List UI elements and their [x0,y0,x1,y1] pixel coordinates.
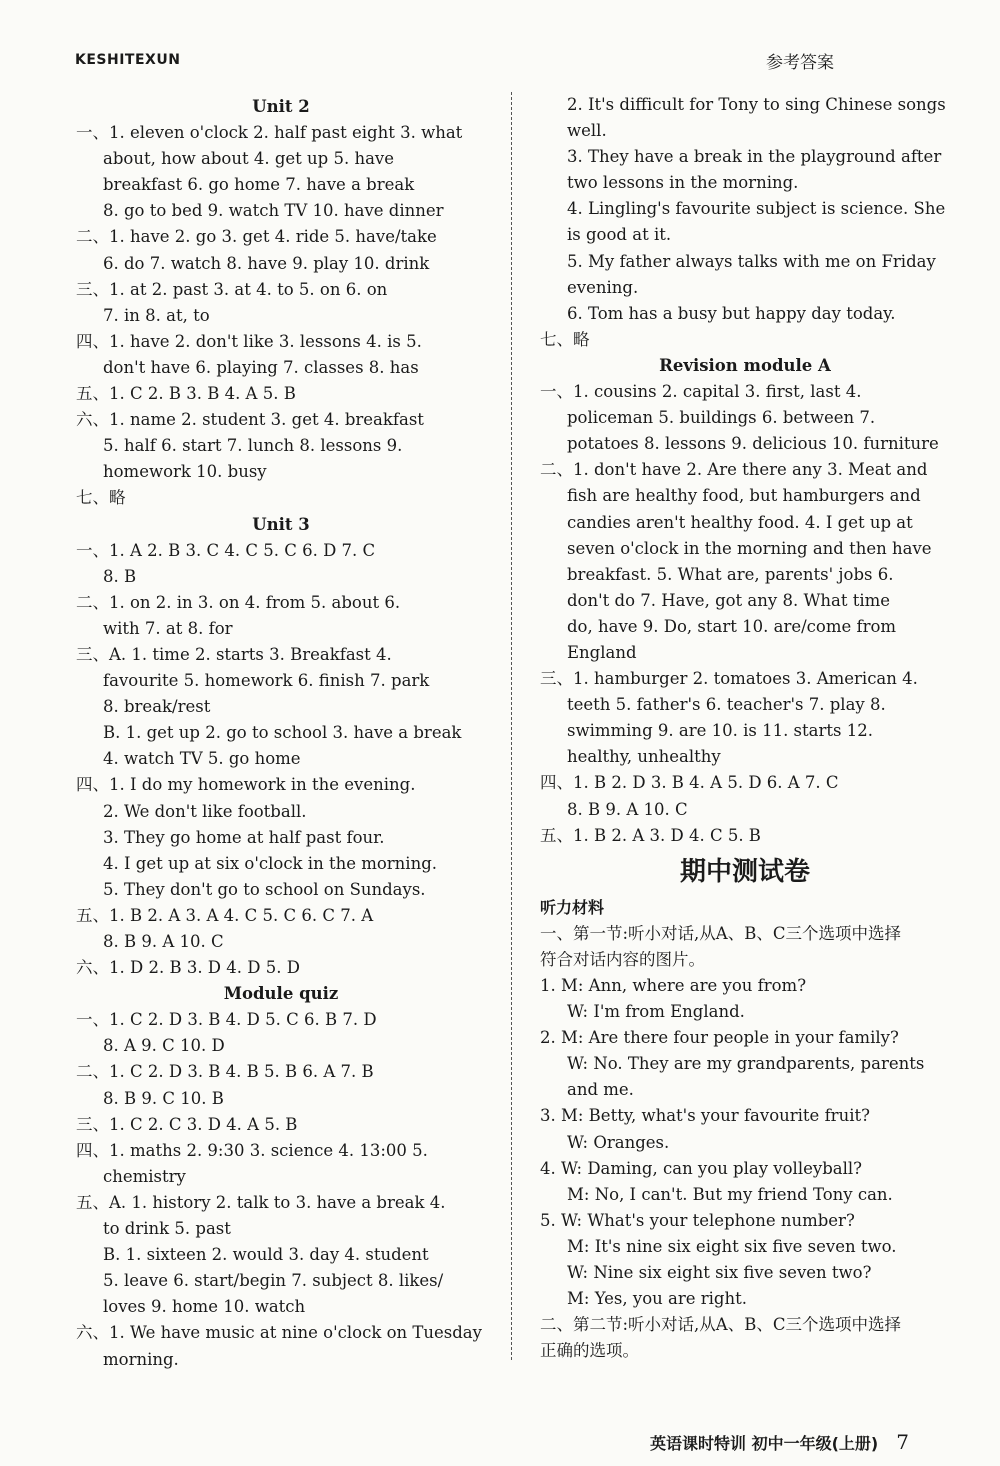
answer-line: 六、1. D 2. B 3. D 4. D 5. D [76,958,300,978]
brand-label: KESHITEXUN [75,52,181,68]
footer [650,1430,909,1454]
answer-line: potatoes 8. lessons 9. delicious 10. furniture [567,434,939,454]
answer-line: 4. W: Daming, can you play volleyball? [540,1158,862,1178]
answer-line: 4. watch TV 5. go home [103,749,301,769]
section-heading: 期中测试卷 [679,856,810,887]
answer-line: M: Yes, you are right. [567,1289,747,1309]
answer-line: 5. They don't go to school on Sundays. [103,879,426,899]
answer-line: 七、略 [76,488,126,508]
answer-line: 二、1. have 2. go 3. get 4. ride 5. have/take [76,227,437,247]
answer-line: 2. M: Are there four people in your family? [540,1028,899,1048]
answer-line: 2. It's difficult for Tony to sing Chinese songs [567,95,946,114]
answer-line: 6. do 7. watch 8. have 9. play 10. drink [103,253,430,273]
answer-line: 8. break/rest [103,697,211,717]
answer-line: B. 1. get up 2. go to school 3. have a break [103,723,462,743]
answer-line: 一、1. C 2. D 3. B 4. D 5. C 6. B 7. D [76,1010,377,1030]
answer-line: B. 1. sixteen 2. would 3. day 4. student [103,1245,429,1265]
page-number: 7 [896,1430,909,1454]
answer-line: 三、1. C 2. C 3. D 4. A 5. B [76,1114,298,1134]
answer-line: 六、1. We have music at nine o'clock on Tuesday [76,1323,482,1343]
answer-line: W: Oranges. [567,1132,670,1152]
page-title: 参考答案 [766,53,834,73]
answer-line: 五、A. 1. history 2. talk to 3. have a break 4. [76,1192,446,1212]
answer-line: 3. They go home at half past four. [103,827,385,847]
answer-line: 五、1. C 2. B 3. B 4. A 5. B [76,384,296,404]
answer-line: don't do 7. Have, got any 8. What time [567,590,891,610]
answer-line: 7. in 8. at, to [103,305,210,325]
answer-line: 8. B [103,566,137,586]
answer-line: 3. M: Betty, what's your favourite fruit? [540,1106,870,1126]
answer-line: with 7. at 8. for [103,618,233,638]
book-title: 英语课时特训 初中一年级(上册) [650,1434,879,1453]
answer-line: 8. B 9. A 10. C [103,932,224,951]
answer-line: favourite 5. homework 6. finish 7. park [103,671,430,691]
section-heading: Unit 3 [252,514,310,534]
answer-line: 8. B 9. C 10. B [103,1088,224,1108]
answer-line: 一、第一节:听小对话,从A、B、C三个选项中选择 [540,923,901,943]
answer-line: 6. Tom has a busy but happy day today. [567,303,896,323]
answer-line: 正确的选项。 [540,1341,639,1361]
answer-line: 二、1. C 2. D 3. B 4. B 5. B 6. A 7. B [76,1062,374,1082]
answer-line: 二、第二节:听小对话,从A、B、C三个选项中选择 [540,1315,901,1335]
answer-line: 听力材料 [540,897,605,917]
right-column [540,92,950,1364]
answer-line: 一、1. A 2. B 3. C 4. C 5. C 6. D 7. C [76,540,376,560]
section-heading: Unit 2 [252,97,310,116]
answer-line: W: No. They are my grandparents, parents [567,1054,925,1074]
answer-line: 四、1. maths 2. 9:30 3. science 4. 13:00 5. [76,1140,428,1160]
answer-line: 三、1. at 2. past 3. at 4. to 5. on 6. on [76,279,388,299]
answer-line: fish are healthy food, but hamburgers and [567,486,921,506]
answer-line: healthy, unhealthy [567,747,721,767]
answer-line: 5. half 6. start 7. lunch 8. lessons 9. [103,436,403,456]
answer-line: about, how about 4. get up 5. have [103,149,395,169]
answer-line: 二、1. don't have 2. Are there any 3. Meat and [540,460,928,480]
answer-line: morning. [103,1349,179,1369]
answer-line: and me. [567,1080,634,1100]
answer-line: 5. My father always talks with me on Friday [567,251,936,271]
answer-line: chemistry [103,1166,186,1186]
answer-line: homework 10. busy [103,462,267,482]
answer-line: swimming 9. are 10. is 11. starts 12. [567,721,873,741]
section-heading: Revision module A [659,355,831,375]
answer-line: 五、1. B 2. A 3. D 4. C 5. B [540,825,761,845]
answer-line: 七、略 [540,329,590,349]
answer-line: 8. go to bed 9. watch TV 10. have dinner [103,201,444,221]
answer-line: breakfast 6. go home 7. have a break [103,175,415,195]
answer-line: 四、1. have 2. don't like 3. lessons 4. is 5. [76,331,422,351]
answer-line: 8. A 9. C 10. D [103,1036,225,1056]
answer-line: is good at it. [567,225,672,245]
answer-line: M: No, I can't. But my friend Tony can. [567,1184,893,1204]
answer-line: 8. B 9. A 10. C [567,799,688,819]
section-heading: Module quiz [223,984,339,1004]
answer-line: W: I'm from England. [567,1002,745,1022]
answer-line: don't have 6. playing 7. classes 8. has [103,357,419,377]
answer-line: M: It's nine six eight six five seven two. [567,1236,897,1256]
answer-line: 一、1. cousins 2. capital 3. first, last 4. [540,382,862,402]
answer-line: 5. leave 6. start/begin 7. subject 8. likes/ [103,1271,444,1291]
answer-line: teeth 5. father's 6. teacher's 7. play 8. [567,695,886,715]
answer-line: 5. W: What's your telephone number? [540,1210,855,1230]
answer-line: two lessons in the morning. [567,173,799,193]
answer-line: 一、1. eleven o'clock 2. half past eight 3. what [76,123,463,143]
answer-line: 四、1. I do my homework in the evening. [76,775,416,795]
left-column [76,94,486,1373]
answer-line: England [567,642,637,662]
answer-line: 1. M: Ann, where are you from? [540,976,807,995]
answer-line: policeman 5. buildings 6. between 7. [567,408,876,428]
column-divider [511,92,512,1360]
answer-line: 4. I get up at six o'clock in the morning. [103,853,438,873]
answer-line: 六、1. name 2. student 3. get 4. breakfast [76,410,424,430]
answer-line: 二、1. on 2. in 3. on 4. from 5. about 6. [76,592,401,612]
answer-line: W: Nine six eight six five seven two? [567,1263,872,1283]
answer-line: 三、A. 1. time 2. starts 3. Breakfast 4. [76,644,392,664]
answer-line: candies aren't healthy food. 4. I get up at [567,512,913,532]
answer-line: 三、1. hamburger 2. tomatoes 3. American 4. [540,669,918,689]
answer-line: to drink 5. past [103,1219,231,1239]
answer-line: 符合对话内容的图片。 [540,949,705,969]
answer-line: well. [567,121,607,141]
answer-line: breakfast. 5. What are, parents' jobs 6. [567,564,894,584]
answer-line: 2. We don't like football. [103,801,307,821]
answer-line: 四、1. B 2. D 3. B 4. A 5. D 6. A 7. C [540,773,839,793]
answer-line: 五、1. B 2. A 3. A 4. C 5. C 6. C 7. A [76,905,374,925]
answer-line: 3. They have a break in the playground after [567,147,942,167]
answer-line: evening. [567,277,639,297]
answer-line: do, have 9. Do, start 10. are/come from [567,616,897,636]
answer-line: seven o'clock in the morning and then have [567,538,932,558]
answer-line: loves 9. home 10. watch [103,1297,306,1317]
answer-line: 4. Lingling's favourite subject is science. She [567,199,946,219]
